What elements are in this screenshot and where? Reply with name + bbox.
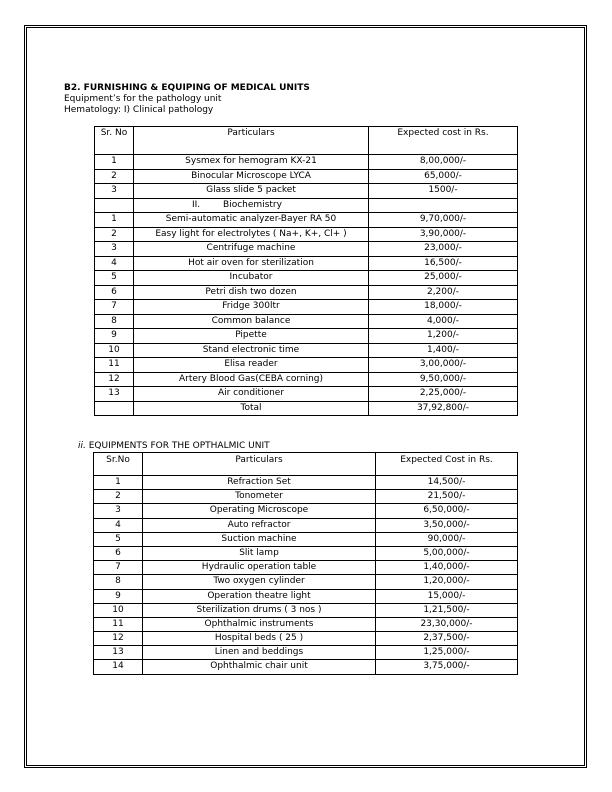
row-cost: 18,000/- (369, 300, 518, 315)
row-cost: 2,25,000/- (369, 387, 518, 402)
row-cost: 9,70,000/- (369, 213, 518, 228)
row-number: 14 (94, 660, 143, 674)
row-particulars: Elisa reader (134, 358, 369, 373)
row-particulars: Semi-automatic analyzer-Bayer RA 50 (134, 213, 369, 228)
row-particulars: Common balance (134, 314, 369, 329)
row-cost: 2,37,500/- (376, 632, 518, 646)
table-header-row (94, 453, 518, 476)
row-number: 11 (95, 358, 134, 373)
table-row (94, 490, 518, 504)
total-value: 37,92,800/- (369, 401, 518, 416)
table-row (95, 155, 518, 170)
row-particulars: Binocular Microscope LYCA (134, 169, 369, 184)
table-row (94, 504, 518, 518)
row-cost: 21,500/- (376, 490, 518, 504)
col-header-cost: Expected Cost in Rs. (376, 453, 518, 476)
row-number: 10 (94, 603, 143, 617)
table-row (95, 256, 518, 271)
row-number: 3 (94, 504, 143, 518)
row-particulars: Sterilization drums ( 3 nos ) (143, 603, 376, 617)
row-particulars: Linen and beddings (143, 646, 376, 660)
row-number: 6 (95, 285, 134, 300)
row-number: 8 (95, 314, 134, 329)
row-particulars: Centrifuge machine (134, 242, 369, 257)
row-cost: 3,90,000/- (369, 227, 518, 242)
table-row (94, 532, 518, 546)
row-number: 2 (94, 490, 143, 504)
col-header-cost: Expected cost in Rs. (369, 127, 518, 155)
row-number: 4 (95, 256, 134, 271)
table-row (94, 660, 518, 674)
total-row (95, 401, 518, 416)
table-row (94, 546, 518, 560)
row-number: 3 (95, 184, 134, 199)
row-cost: 3,00,000/- (369, 358, 518, 373)
row-cost: 1,40,000/- (376, 561, 518, 575)
row-cost: 1500/- (369, 184, 518, 199)
table-row (95, 285, 518, 300)
row-cost: 23,30,000/- (376, 617, 518, 631)
document-header (64, 83, 310, 116)
table-row (94, 589, 518, 603)
section-2-heading (78, 441, 270, 451)
row-particulars: Refraction Set (143, 476, 376, 490)
row-cost: 3,75,000/- (376, 660, 518, 674)
row-number: 5 (94, 532, 143, 546)
total-empty-cell (95, 401, 134, 416)
table-row (95, 372, 518, 387)
table-row (95, 329, 518, 344)
row-particulars: Two oxygen cylinder (143, 575, 376, 589)
row-number: 11 (94, 617, 143, 631)
subsection-row (95, 198, 518, 213)
row-particulars: Slit lamp (143, 546, 376, 560)
table-row (95, 300, 518, 315)
row-particulars: Hot air oven for sterilization (134, 256, 369, 271)
table-row (95, 314, 518, 329)
pathology-equipment-table (94, 126, 518, 416)
subtitle-hematology: Hematology: I) Clinical pathology (64, 105, 214, 115)
table-row (95, 227, 518, 242)
row-number: 1 (95, 213, 134, 228)
row-particulars: Air conditioner (134, 387, 369, 402)
table-row (95, 343, 518, 358)
table-row (94, 646, 518, 660)
row-particulars: Auto refractor (143, 518, 376, 532)
row-number: 2 (95, 169, 134, 184)
row-cost: 90,000/- (376, 532, 518, 546)
table-row (95, 358, 518, 373)
row-cost: 8,00,000/- (369, 155, 518, 170)
row-cost: 3,50,000/- (376, 518, 518, 532)
row-particulars: Petri dish two dozen (134, 285, 369, 300)
table-row (95, 169, 518, 184)
col-header-particulars: Particulars (134, 127, 369, 155)
table-header-row (95, 127, 518, 155)
table-row (95, 271, 518, 286)
row-number: 8 (94, 575, 143, 589)
row-number: 12 (94, 632, 143, 646)
row-particulars: Pipette (134, 329, 369, 344)
section-2-numeral: ii. (78, 441, 86, 451)
row-particulars: Ophthalmic instruments (143, 617, 376, 631)
row-particulars: Easy light for electrolytes ( Na+, K+, Cl+ ) (134, 227, 369, 242)
row-cost: 4,000/- (369, 314, 518, 329)
row-number: 9 (94, 589, 143, 603)
row-particulars: Fridge 300ltr (134, 300, 369, 315)
row-particulars: Ophthalmic chair unit (143, 660, 376, 674)
table-row (94, 561, 518, 575)
col-header-sr-no: Sr. No (95, 127, 134, 155)
col-header-particulars: Particulars (143, 453, 376, 476)
row-number: 13 (95, 387, 134, 402)
row-cost: 14,500/- (376, 476, 518, 490)
row-particulars: Hospital beds ( 25 ) (143, 632, 376, 646)
row-cost: 2,200/- (369, 285, 518, 300)
row-cost: 15,000/- (376, 589, 518, 603)
row-cost: 1,21,500/- (376, 603, 518, 617)
row-cost: 5,00,000/- (376, 546, 518, 560)
row-number: 2 (95, 227, 134, 242)
row-particulars: Operating Microscope (143, 504, 376, 518)
row-particulars: Incubator (134, 271, 369, 286)
row-cost: 9,50,000/- (369, 372, 518, 387)
subtitle-pathology: Equipment’s for the pathology unit (64, 94, 222, 104)
table-row (95, 242, 518, 257)
subsection-empty-cell (369, 198, 518, 213)
row-particulars: Suction machine (143, 532, 376, 546)
row-number: 7 (94, 561, 143, 575)
section-2-title: EQUIPMENTS FOR THE OPTHALMIC UNIT (88, 441, 270, 451)
row-number: 3 (95, 242, 134, 257)
row-cost: 1,25,000/- (376, 646, 518, 660)
row-cost: 1,400/- (369, 343, 518, 358)
row-particulars: Hydraulic operation table (143, 561, 376, 575)
subsection-empty-cell (95, 198, 134, 213)
row-number: 5 (95, 271, 134, 286)
row-number: 13 (94, 646, 143, 660)
row-number: 4 (94, 518, 143, 532)
row-cost: 25,000/- (369, 271, 518, 286)
table-row (95, 184, 518, 199)
row-particulars: Sysmex for hemogram KX-21 (134, 155, 369, 170)
row-number: 10 (95, 343, 134, 358)
section-title: B2. FURNISHING & EQUIPING OF MEDICAL UNITS (64, 83, 310, 93)
row-particulars: Stand electronic time (134, 343, 369, 358)
total-label: Total (134, 401, 369, 416)
table-row (94, 476, 518, 490)
table-row (95, 387, 518, 402)
row-cost: 6,50,000/- (376, 504, 518, 518)
row-number: 1 (95, 155, 134, 170)
row-particulars: Operation theatre light (143, 589, 376, 603)
row-cost: 65,000/- (369, 169, 518, 184)
row-particulars: Tonometer (143, 490, 376, 504)
subsection-biochemistry: II. Biochemistry (134, 198, 369, 213)
table-row (94, 603, 518, 617)
table-row (95, 213, 518, 228)
row-number: 6 (94, 546, 143, 560)
row-particulars: Glass slide 5 packet (134, 184, 369, 199)
table-row (94, 575, 518, 589)
row-cost: 1,200/- (369, 329, 518, 344)
row-cost: 1,20,000/- (376, 575, 518, 589)
row-number: 9 (95, 329, 134, 344)
row-number: 1 (94, 476, 143, 490)
row-number: 12 (95, 372, 134, 387)
col-header-sr-no: Sr.No (94, 453, 143, 476)
ophthalmic-equipment-table (93, 452, 518, 675)
row-number: 7 (95, 300, 134, 315)
row-cost: 16,500/- (369, 256, 518, 271)
row-cost: 23,000/- (369, 242, 518, 257)
table-row (94, 617, 518, 631)
row-particulars: Artery Blood Gas(CEBA corning) (134, 372, 369, 387)
table-row (94, 518, 518, 532)
table-row (94, 632, 518, 646)
